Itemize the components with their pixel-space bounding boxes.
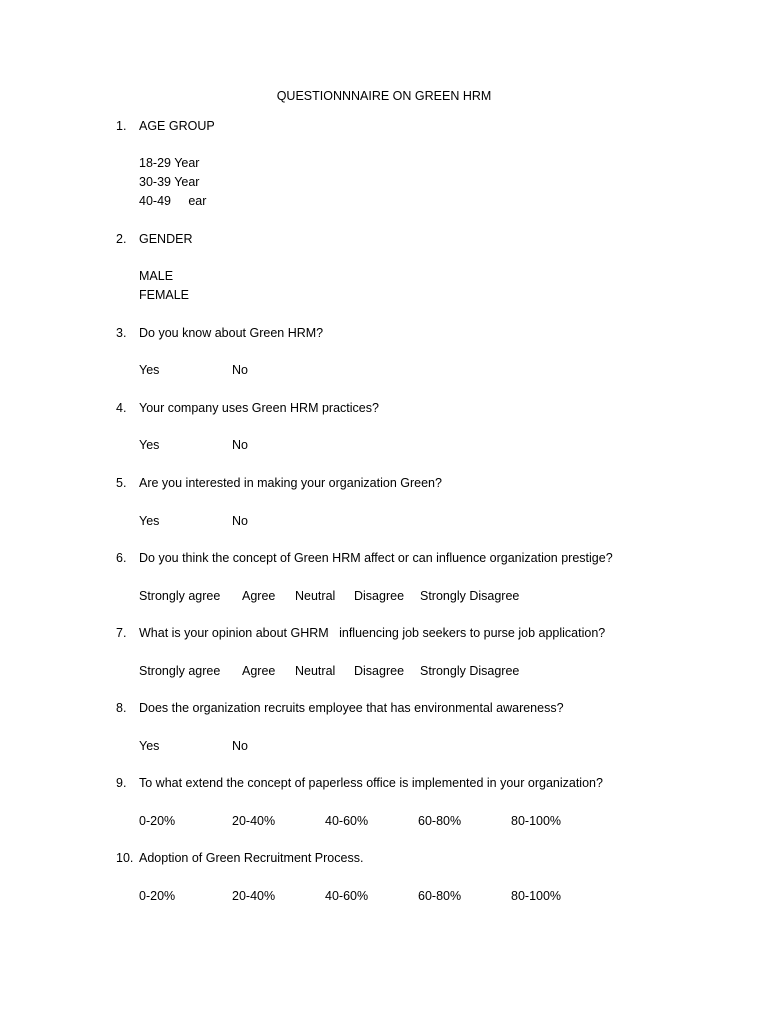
option-no: No (232, 514, 248, 528)
question-number: 8. (116, 701, 127, 715)
document-title: QUESTIONNNAIRE ON GREEN HRM (276, 89, 492, 103)
option-0-20: 0-20% (139, 814, 176, 828)
option-80-100: 80-100% (511, 814, 562, 828)
option-no: No (232, 363, 248, 377)
question-text: AGE GROUP (139, 119, 215, 133)
option-30-39: 30-39 Year (139, 175, 200, 189)
option-agree: Agree (242, 589, 276, 603)
option-strongly-agree: Strongly agree (139, 589, 221, 603)
question-text: Adoption of Green Recruitment Process. (139, 851, 364, 865)
option-disagree: Disagree (354, 664, 405, 678)
option-yes: Yes (139, 363, 160, 377)
question-text: Does the organization recruits employee that has environmental awareness? (139, 701, 564, 715)
option-20-40: 20-40% (232, 889, 276, 903)
option-female: FEMALE (139, 288, 190, 302)
option-strongly-disagree: Strongly Disagree (420, 664, 520, 678)
option-40-60: 40-60% (325, 889, 369, 903)
option-60-80: 60-80% (418, 889, 462, 903)
option-no: No (232, 739, 248, 753)
question-number: 5. (116, 476, 127, 490)
option-40-60: 40-60% (325, 814, 369, 828)
option-yes: Yes (139, 739, 160, 753)
option-disagree: Disagree (354, 589, 405, 603)
question-text: Are you interested in making your organization Green? (139, 476, 442, 490)
option-40-49: 40-49 ear (139, 194, 207, 208)
question-text: Your company uses Green HRM practices? (139, 401, 379, 415)
question-number: 7. (116, 626, 127, 640)
question-text: What is your opinion about GHRM influencing job seekers to purse job application? (139, 626, 606, 640)
question-number: 4. (116, 401, 127, 415)
option-strongly-agree: Strongly agree (139, 664, 221, 678)
option-yes: Yes (139, 514, 160, 528)
question-number: 1. (116, 119, 127, 133)
question-text: Do you know about Green HRM? (139, 326, 324, 340)
option-0-20: 0-20% (139, 889, 176, 903)
option-20-40: 20-40% (232, 814, 276, 828)
option-yes: Yes (139, 438, 160, 452)
option-60-80: 60-80% (418, 814, 462, 828)
question-text: To what extend the concept of paperless office is implemented in your organization? (139, 776, 603, 790)
question-number: 6. (116, 551, 127, 565)
option-neutral: Neutral (295, 589, 336, 603)
option-agree: Agree (242, 664, 276, 678)
question-number: 3. (116, 326, 127, 340)
question-number: 2. (116, 232, 127, 246)
option-18-29: 18-29 Year (139, 156, 200, 170)
option-strongly-disagree: Strongly Disagree (420, 589, 520, 603)
question-number: 9. (116, 776, 127, 790)
question-number: 10. (116, 851, 134, 865)
question-text: GENDER (139, 232, 193, 246)
option-male: MALE (139, 269, 174, 283)
option-neutral: Neutral (295, 664, 336, 678)
option-80-100: 80-100% (511, 889, 562, 903)
option-no: No (232, 438, 248, 452)
question-text: Do you think the concept of Green HRM affect or can influence organization prestige? (139, 551, 613, 565)
